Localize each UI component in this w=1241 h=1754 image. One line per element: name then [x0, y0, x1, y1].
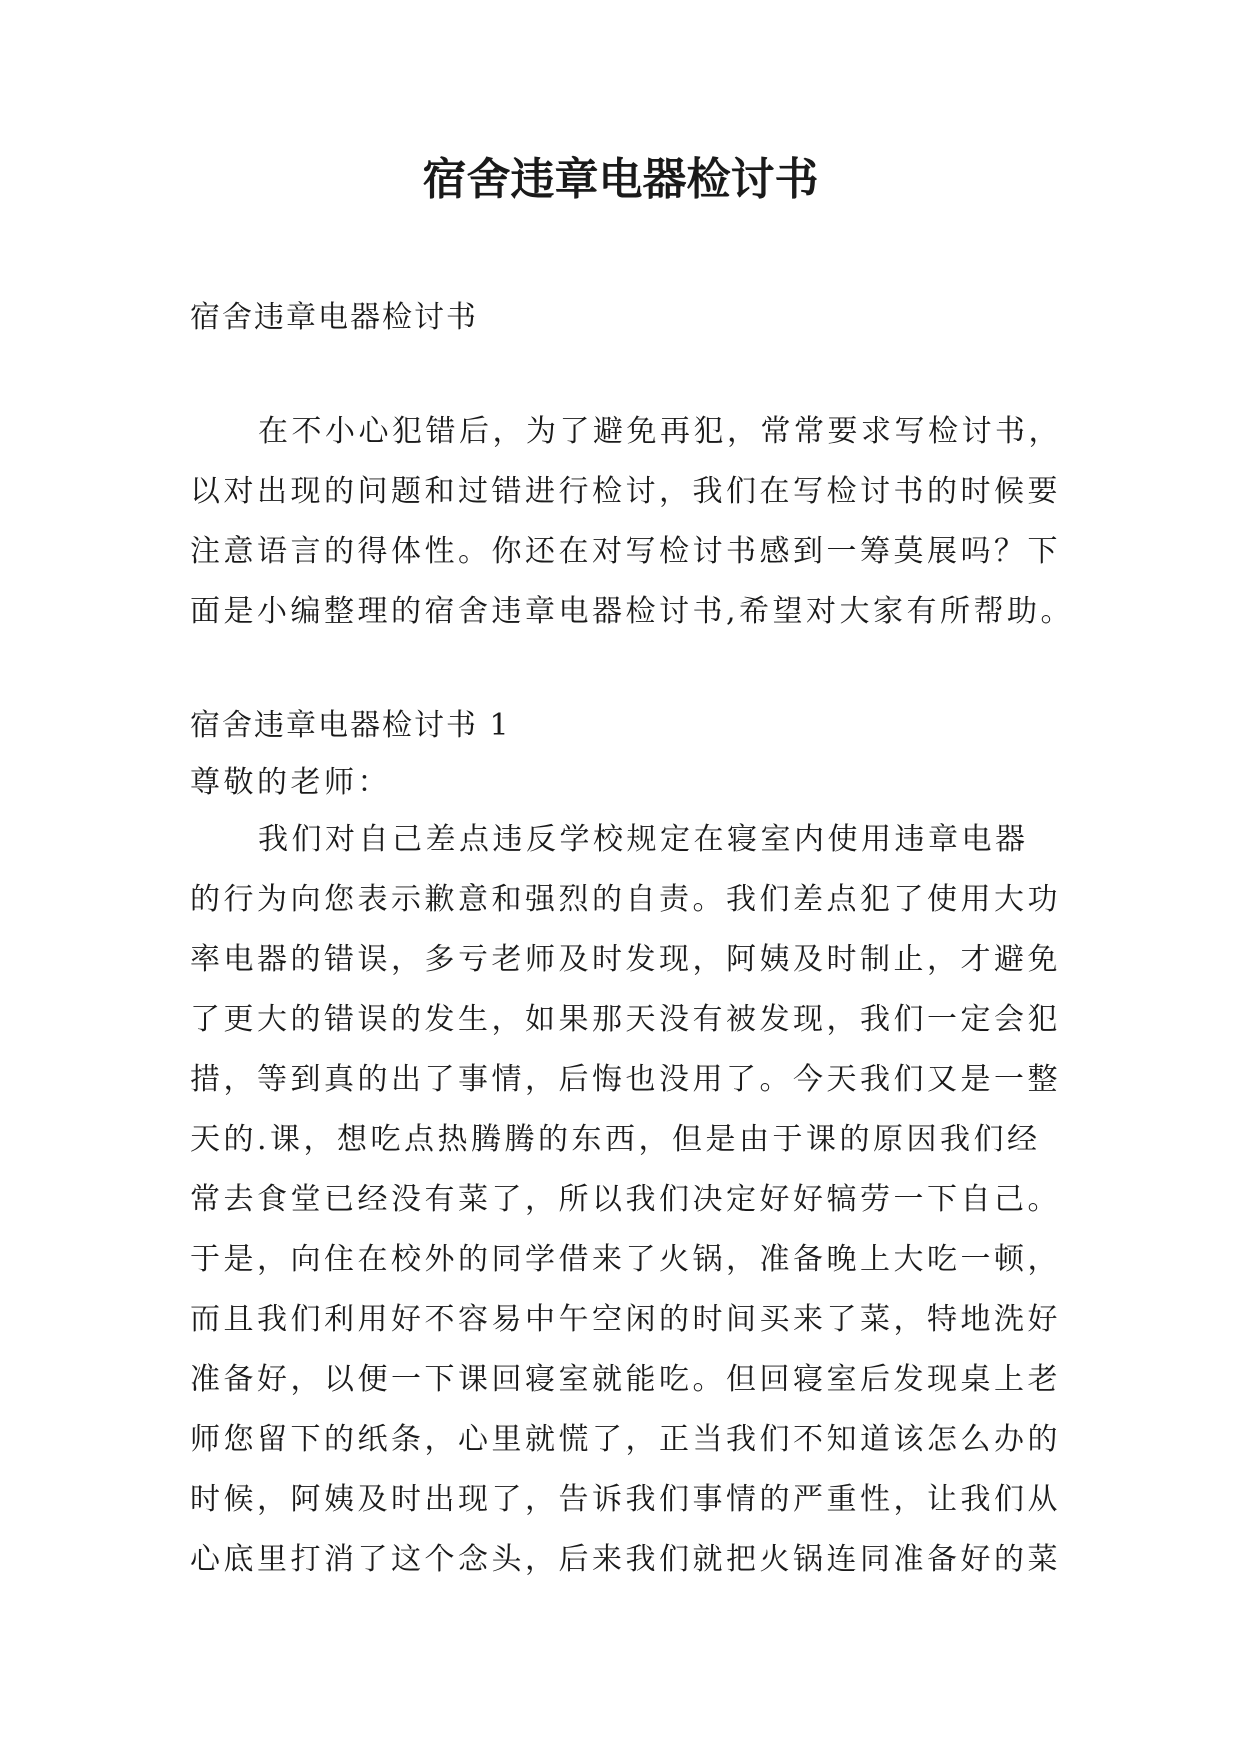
body-line: 于是，向住在校外的同学借来了火锅，准备晚上大吃一顿，	[190, 1242, 1061, 1277]
body-line: 了更大的错误的发生，如果那天没有被发现，我们一定会犯	[190, 1002, 1061, 1037]
body-line: 常去食堂已经没有菜了，所以我们决定好好犒劳一下自己。	[190, 1182, 1061, 1217]
body-line: 准备好，以便一下课回寝室就能吃。但回寝室后发现桌上老	[190, 1362, 1061, 1397]
body-line: 率电器的错误，多亏老师及时发现，阿姨及时制止，才避免	[190, 942, 1061, 977]
section-title: 宿舍违章电器检讨书 1	[190, 708, 511, 743]
body-line: 时候，阿姨及时出现了，告诉我们事情的严重性，让我们从	[190, 1482, 1061, 1517]
intro-line: 以对出现的问题和过错进行检讨，我们在写检讨书的时候要	[190, 474, 1061, 509]
body-line: 措，等到真的出了事情，后悔也没用了。今天我们又是一整	[190, 1062, 1061, 1097]
salutation: 尊敬的老师：	[190, 765, 391, 800]
intro-line: 在不小心犯错后，为了避免再犯，常常要求写检讨书，	[258, 414, 1062, 449]
body-line: 的行为向您表示歉意和强烈的自责。我们差点犯了使用大功	[190, 882, 1061, 917]
document-title: 宿舍违章电器检讨书	[422, 154, 819, 205]
intro-line: 注意语言的得体性。你还在对写检讨书感到一筹莫展吗？下	[190, 534, 1061, 569]
body-line: 心底里打消了这个念头，后来我们就把火锅连同准备好的菜	[190, 1542, 1061, 1577]
intro-line: 面是小编整理的宿舍违章电器检讨书,希望对大家有所帮助。	[190, 594, 1075, 629]
body-line: 天的.课，想吃点热腾腾的东西，但是由于课的原因我们经	[190, 1122, 1041, 1157]
body-line: 师您留下的纸条，心里就慌了，正当我们不知道该怎么办的	[190, 1422, 1061, 1457]
document-subtitle: 宿舍违章电器检讨书	[190, 300, 478, 335]
body-line: 而且我们利用好不容易中午空闲的时间买来了菜，特地洗好	[190, 1302, 1061, 1337]
body-line: 我们对自己差点违反学校规定在寝室内使用违章电器	[258, 822, 1029, 857]
